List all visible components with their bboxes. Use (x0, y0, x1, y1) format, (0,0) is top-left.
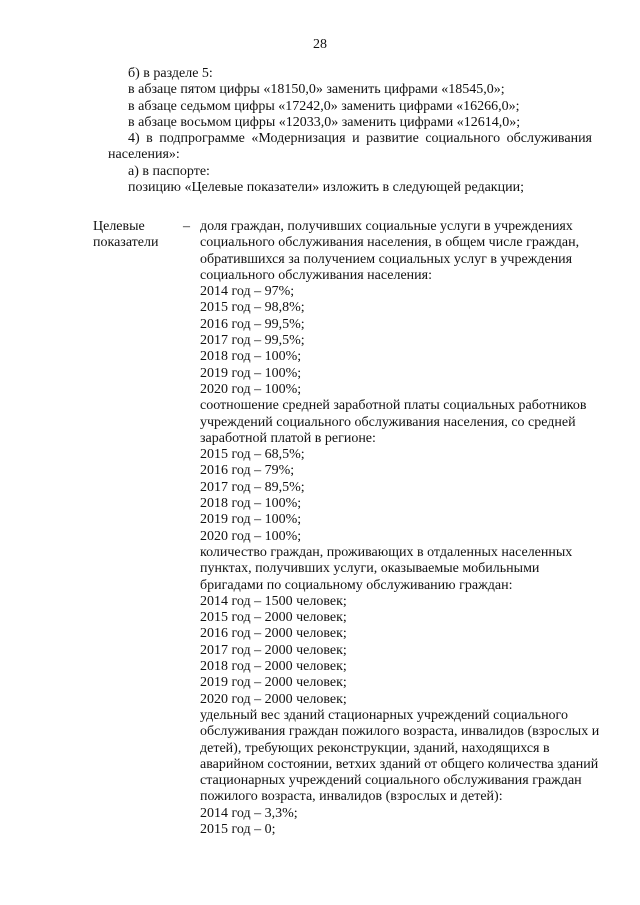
indicator-line: 2014 год – 97%; (200, 284, 295, 300)
indicator-line: 2019 год – 100%; (200, 512, 302, 528)
indicator-line: 2018 год – 2000 человек; (200, 659, 347, 675)
indicator-line: 2018 год – 100%; (200, 496, 302, 512)
indicator-line: заработной платой в регионе: (200, 430, 376, 446)
indicator-line: 2016 год – 2000 человек; (200, 626, 347, 642)
indicator-line: количество граждан, проживающих в отдаленных населенных (200, 544, 573, 560)
intro-line-2: в абзаце пятом цифры «18150,0» заменить цифрами «18545,0»; (128, 82, 505, 98)
indicator-line: соотношение средней заработной платы социальных работников (200, 398, 587, 414)
intro-line-3: в абзаце седьмом цифры «17242,0» заменить цифрами «16266,0»; (128, 98, 520, 114)
indicators-content (200, 219, 602, 838)
indicator-line: 2019 год – 2000 человек; (200, 675, 347, 691)
indicator-line: 2017 год – 2000 человек; (200, 642, 347, 658)
indicator-line: обратившихся за получением социальных услуг в учреждения (200, 251, 573, 267)
indicator-line: 2015 год – 0; (200, 821, 276, 837)
indicator-line: 2019 год – 100%; (200, 365, 302, 381)
indicator-line: 2016 год – 79%; (200, 463, 295, 479)
label-line-1: Целевые (93, 219, 145, 234)
indicator-line: доля граждан, получивших социальные услуги в учреждениях (200, 219, 573, 234)
indicator-line: аварийном состоянии, ветхих зданий от общего количества зданий (200, 756, 599, 772)
indicator-line: 2014 год – 1500 человек; (200, 593, 347, 609)
indicator-line: учреждений социального обслуживания населения, со средней (200, 414, 576, 430)
indicator-line: пожилого возраста, инвалидов (взрослых и детей): (200, 789, 503, 805)
indicator-line: 2016 год – 99,5%; (200, 316, 305, 332)
intro-line-7: а) в паспорте: (128, 163, 210, 179)
indicator-line: обслуживания граждан пожилого возраста, инвалидов (взрослых и (200, 724, 600, 740)
indicator-line: социального обслуживания населения: (200, 267, 432, 283)
indicator-line: 2015 год – 68,5%; (200, 447, 305, 463)
indicator-line: 2020 год – 100%; (200, 528, 302, 544)
indicator-line: стационарных учреждений социального обслуживания граждан (200, 773, 582, 789)
indicator-line: 2020 год – 2000 человек; (200, 691, 347, 707)
intro-line-1: б) в разделе 5: (128, 66, 213, 81)
label-line-2: показатели (93, 235, 159, 251)
label-dash: – (183, 219, 190, 234)
intro-line-5: 4) в подпрограмме «Модернизация и развитие социального обслуживания (128, 131, 592, 147)
intro-line-4: в абзаце восьмом цифры «12033,0» заменить цифрами «12614,0»; (128, 114, 521, 130)
indicator-line: 2020 год – 100%; (200, 381, 302, 397)
page-number: 28 (313, 37, 327, 52)
target-indicators-label (93, 219, 173, 252)
indicator-line: социального обслуживания населения, в общем числе граждан, (200, 235, 580, 251)
indicator-line: 2018 год – 100%; (200, 349, 302, 365)
indicator-line: 2015 год – 98,8%; (200, 300, 305, 316)
intro-block (108, 66, 592, 196)
indicator-line: детей), требующих реконструкции, зданий, находящихся в (200, 740, 550, 756)
indicator-line: 2017 год – 99,5%; (200, 333, 305, 349)
indicator-line: 2014 год – 3,3%; (200, 805, 298, 821)
intro-line-6: населения»: (108, 147, 180, 163)
indicator-line: удельный вес зданий стационарных учреждений социального (200, 707, 568, 723)
indicator-line: пунктах, получивших услуги, оказываемые мобильными (200, 561, 540, 577)
indicator-line: бригадами по социальному обслуживанию граждан: (200, 577, 513, 593)
intro-line-8: позицию «Целевые показатели» изложить в следующей редакции; (128, 180, 524, 196)
indicator-line: 2015 год – 2000 человек; (200, 610, 347, 626)
indicator-line: 2017 год – 89,5%; (200, 479, 305, 495)
